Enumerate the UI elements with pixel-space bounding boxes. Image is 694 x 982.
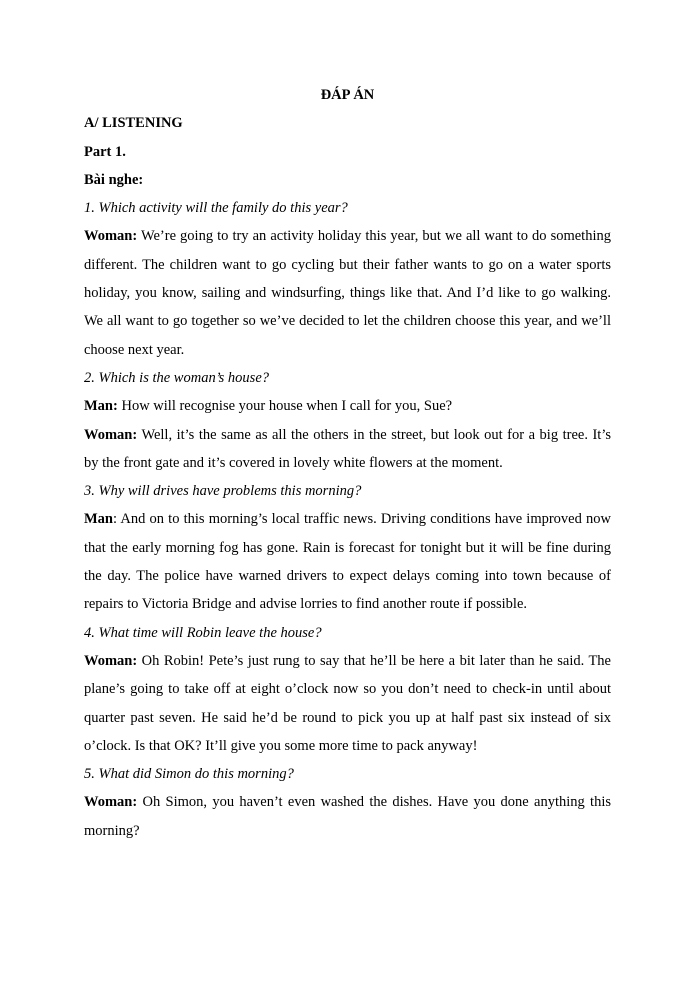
section-heading: A/ LISTENING bbox=[84, 115, 183, 132]
dialogue-turn bbox=[84, 647, 611, 760]
question-5: 5. What did Simon do this morning? bbox=[84, 766, 294, 783]
question-2: 2. Which is the woman’s house? bbox=[84, 369, 270, 386]
document-page bbox=[84, 81, 611, 845]
dialogue-text: How will recognise your house when I call for you, Sue? bbox=[121, 398, 453, 415]
dialogue-text: We’re going to try an activity holiday this year, but we all want to do something different. The children want to go cycling but their father wants to go on a water sports holiday, you know, sailing and windsurfing, things like that. And I’d like to go walking. We all want to go together so we’ve decided to let the children choose this year, and we’ll choose next year. bbox=[84, 228, 611, 358]
dialogue-turn bbox=[84, 788, 611, 845]
speaker-label: Woman: bbox=[84, 426, 138, 443]
subheading: Bài nghe: bbox=[84, 171, 144, 188]
speaker-label: Man: bbox=[84, 398, 118, 415]
speaker-label: Woman: bbox=[84, 652, 138, 669]
speaker-label: Woman: bbox=[84, 228, 138, 245]
question-3: 3. Why will drives have problems this morning? bbox=[84, 483, 362, 500]
question-4: 4. What time will Robin leave the house? bbox=[84, 624, 322, 641]
speaker-label: Man bbox=[84, 511, 113, 528]
dialogue-text: : And on to this morning’s local traffic news. Driving conditions have improved now that the early morning fog has gone. Rain is forecast for tonight but it will be fine during the day. The police have warned drivers to expect delays coming into town because of repairs to Victoria Bridge and advise lorries to find another route if possible. bbox=[84, 511, 611, 613]
question-1: 1. Which activity will the family do this year? bbox=[84, 200, 348, 217]
dialogue-text: Oh Simon, you haven’t even washed the dishes. Have you done anything this morning? bbox=[84, 794, 612, 839]
dialogue-text: Well, it’s the same as all the others in the street, but look out for a big tree. It’s by the front gate and it’s covered in lovely white flowers at the moment. bbox=[84, 426, 611, 471]
dialogue-turn bbox=[84, 392, 611, 420]
dialogue-turn bbox=[84, 505, 611, 618]
part-heading: Part 1. bbox=[84, 143, 126, 160]
dialogue-turn bbox=[84, 222, 611, 363]
page-title: ĐÁP ÁN bbox=[320, 87, 375, 103]
speaker-label: Woman: bbox=[84, 794, 138, 811]
dialogue-turn bbox=[84, 421, 611, 478]
dialogue-text: Oh Robin! Pete’s just rung to say that he’ll be here a bit later than he said. The plane’s going to take off at eight o’clock now so you don’t need to check-in until about quarter past seven. He said he’d be round to pick you up at half past six instead of six o’clock. Is that OK? It’ll give you some more time to pack anyway! bbox=[84, 652, 611, 754]
